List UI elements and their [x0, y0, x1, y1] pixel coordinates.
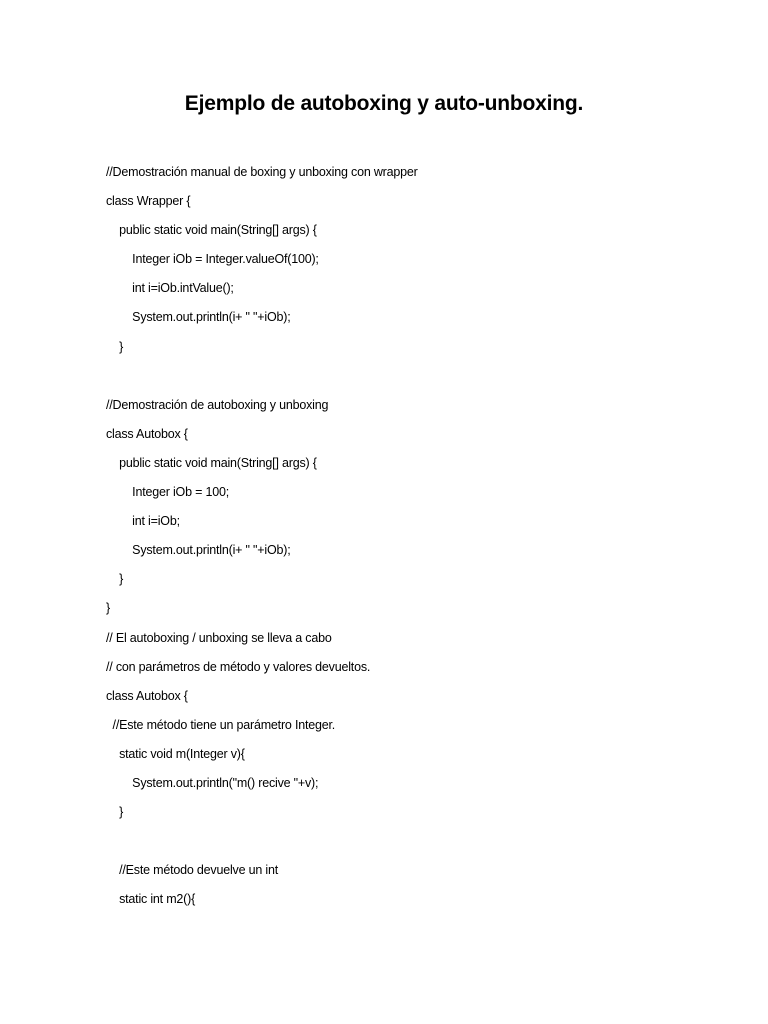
code-line: //Demostración manual de boxing y unboxing con wrapper	[106, 165, 418, 179]
code-line: public static void main(String[] args) {	[106, 223, 317, 238]
code-line	[106, 362, 728, 391]
code-line: Integer iOb = 100;	[106, 485, 229, 500]
code-line: //Este método tiene un parámetro Integer.	[106, 717, 336, 732]
code-line: class Autobox {	[106, 426, 188, 441]
code-line	[106, 827, 728, 856]
code-line: System.out.println("m() recive "+v);	[106, 775, 319, 790]
code-line: int i=iOb.intValue();	[106, 281, 234, 296]
code-line: Integer iOb = Integer.valueOf(100);	[106, 252, 319, 267]
code-line: // El autoboxing / unboxing se lleva a cabo	[106, 630, 332, 645]
code-line: }	[106, 601, 110, 616]
code-line: static int m2(){	[106, 892, 196, 907]
code-line: // con parámetros de método y valores devueltos.	[106, 659, 371, 674]
code-line: class Autobox {	[106, 688, 188, 703]
code-line: //Este método devuelve un int	[106, 863, 278, 878]
code-line: }	[106, 572, 124, 587]
code-line: int i=iOb;	[106, 514, 180, 529]
code-line: static void m(Integer v){	[106, 746, 245, 761]
code-line: class Wrapper {	[106, 194, 191, 209]
code-line: System.out.println(i+ " "+iOb);	[106, 543, 291, 558]
code-line: //Demostración de autoboxing y unboxing	[106, 397, 329, 412]
code-line: }	[106, 805, 124, 820]
code-line: public static void main(String[] args) {	[106, 455, 317, 470]
code-line: }	[106, 339, 124, 354]
code-listing	[106, 158, 728, 914]
document-title: Ejemplo de autoboxing y auto-unboxing.	[184, 92, 584, 115]
code-line: System.out.println(i+ " "+iOb);	[106, 310, 291, 325]
